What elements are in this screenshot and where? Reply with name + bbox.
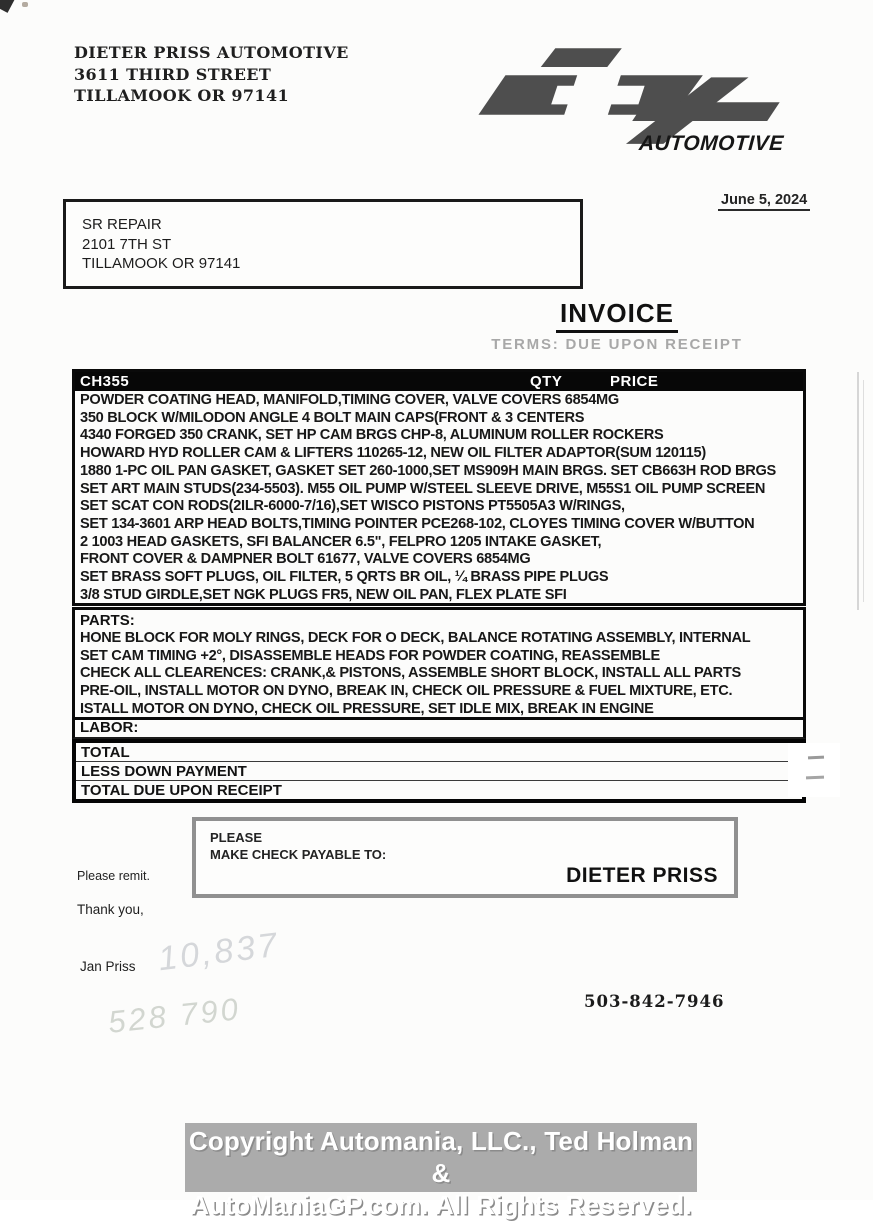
copyright-line: AutoManiaGP.com. All Rights Reserved.: [190, 1190, 692, 1220]
parts-label: PARTS:: [80, 612, 135, 629]
item-line: 3/8 STUD GIRDLE,SET NGK PLUGS FR5, NEW OIL PAN, FLEX PLATE SFI: [80, 586, 567, 603]
invoice-title: INVOICE: [556, 298, 678, 333]
item-line: SET SCAT CON RODS(2ILR-6000-7/16),SET WISCO PISTONS PT5505A3 W/RINGS,: [80, 498, 625, 515]
labor-label: LABOR:: [80, 719, 139, 736]
check-payable-box: [192, 817, 738, 898]
invoice-heading: [452, 298, 782, 353]
parts-line: CHECK ALL CLEARENCES: CRANK,& PISTONS, ASSEMBLE SHORT BLOCK, INSTALL ALL PARTS: [80, 665, 741, 682]
recipient-name: SR REPAIR: [82, 216, 162, 233]
check-payable-note: [210, 829, 386, 863]
company-logo: [466, 46, 788, 158]
scan-artifact: [863, 380, 864, 602]
please-text: PLEASE: [210, 830, 263, 845]
items-table-header: [75, 372, 803, 391]
payee-name: DIETER PRISS: [566, 864, 718, 887]
sender-address-block: [74, 42, 349, 107]
make-check-text: MAKE CHECK PAYABLE TO:: [210, 847, 387, 862]
pen-mark: [806, 776, 824, 780]
invoice-terms: TERMS: DUE UPON RECEIPT: [491, 336, 743, 353]
totals-table: [72, 739, 806, 803]
whiteout-patch: [788, 743, 840, 797]
less-down-payment-row: LESS DOWN PAYMENT: [76, 762, 802, 781]
copyright-footer: [185, 1123, 697, 1220]
logo-brand-text: AUTOMOTIVE: [638, 132, 785, 155]
recipient-address-text: [82, 215, 240, 274]
total-due-row: TOTAL DUE UPON RECEIPT: [81, 782, 282, 799]
item-line: HOWARD HYD ROLLER CAM & LIFTERS 110265-12, NEW OIL FILTER ADAPTOR(SUM 120115): [80, 445, 706, 462]
parts-line: HONE BLOCK FOR MOLY RINGS, DECK FOR O DECK, BALANCE ROTATING ASSEMBLY, INTERNAL: [80, 630, 751, 646]
labor-section: [72, 718, 806, 739]
sender-street: 3611 THIRD STREET: [74, 64, 272, 84]
items-table: [72, 369, 806, 606]
item-line: 1880 1-PC OIL PAN GASKET, GASKET SET 260-1000,SET MS909H MAIN BRGS. SET CB663H ROD BRGS: [80, 462, 776, 479]
item-line: 4340 FORGED 350 CRANK, SET HP CAM BRGS CHP-8, ALUMINUM ROLLER ROCKERS: [80, 427, 664, 444]
parts-line: SET CAM TIMING +2°, DISASSEMBLE HEADS FOR POWDER COATING, REASSEMBLE: [80, 647, 660, 664]
invoice-date: June 5, 2024: [718, 192, 810, 211]
items-line-list: [75, 391, 803, 604]
recipient-city: TILLAMOOK OR 97141: [82, 255, 241, 272]
scan-artifact: [0, 0, 15, 13]
recipient-address-box: [63, 199, 583, 289]
recipient-street: 2101 7TH ST: [82, 235, 172, 253]
handwritten-note: 10,837: [156, 925, 282, 979]
please-remit-text: Please remit.: [77, 869, 150, 883]
item-line: FRONT COVER & DAMPNER BOLT 61677, VALVE COVERS 6854MG: [80, 551, 531, 568]
item-line: SET ART MAIN STUDS(234-5503). M55 OIL PUMP W/STEEL SLEEVE DRIVE, M55S1 OIL PUMP SCREEN: [80, 480, 766, 497]
item-line: SET 134-3601 ARP HEAD BOLTS,TIMING POINTER PCE268-102, CLOYES TIMING COVER W/BUTTON: [80, 515, 755, 532]
copyright-line: Copyright Automania, LLC., Ted Holman &: [188, 1126, 694, 1188]
handwritten-note: 528 790: [106, 991, 243, 1040]
qty-column-header: QTY: [530, 373, 563, 390]
signature-name: Jan Priss: [80, 959, 136, 974]
item-line: 2 1003 HEAD GASKETS, SFI BALANCER 6.5", FELPRO 1205 INTAKE GASKET,: [80, 533, 602, 550]
price-column-header: PRICE: [610, 373, 659, 390]
parts-line: PRE-OIL, INSTALL MOTOR ON DYNO, BREAK IN, CHECK OIL PRESSURE & FUEL MIXTURE, ETC.: [80, 683, 733, 700]
phone-number: 503-842-7946: [584, 992, 725, 1011]
thank-you-text: Thank you,: [77, 902, 144, 917]
parts-line: ISTALL MOTOR ON DYNO, CHECK OIL PRESSURE, SET IDLE MIX, BREAK IN ENGINE: [80, 700, 654, 717]
parts-section: [72, 607, 806, 720]
item-line: POWDER COATING HEAD, MANIFOLD,TIMING COVER, VALVE COVERS 6854MG: [80, 392, 619, 408]
logo-graphic-icon: [466, 46, 788, 142]
item-line: SET BRASS SOFT PLUGS, OIL FILTER, 5 QRTS BR OIL, ¼ BRASS PIPE PLUGS: [80, 569, 609, 586]
sender-city: TILLAMOOK OR 97141: [74, 86, 290, 105]
scan-artifact: [857, 372, 859, 610]
job-code: CH355: [80, 373, 130, 390]
scan-artifact: [22, 2, 28, 7]
total-row: TOTAL: [76, 743, 802, 762]
sender-name: DIETER PRISS AUTOMOTIVE: [74, 43, 349, 62]
item-line: 350 BLOCK W/MILODON ANGLE 4 BOLT MAIN CAPS(FRONT & 3 CENTERS: [80, 409, 585, 426]
